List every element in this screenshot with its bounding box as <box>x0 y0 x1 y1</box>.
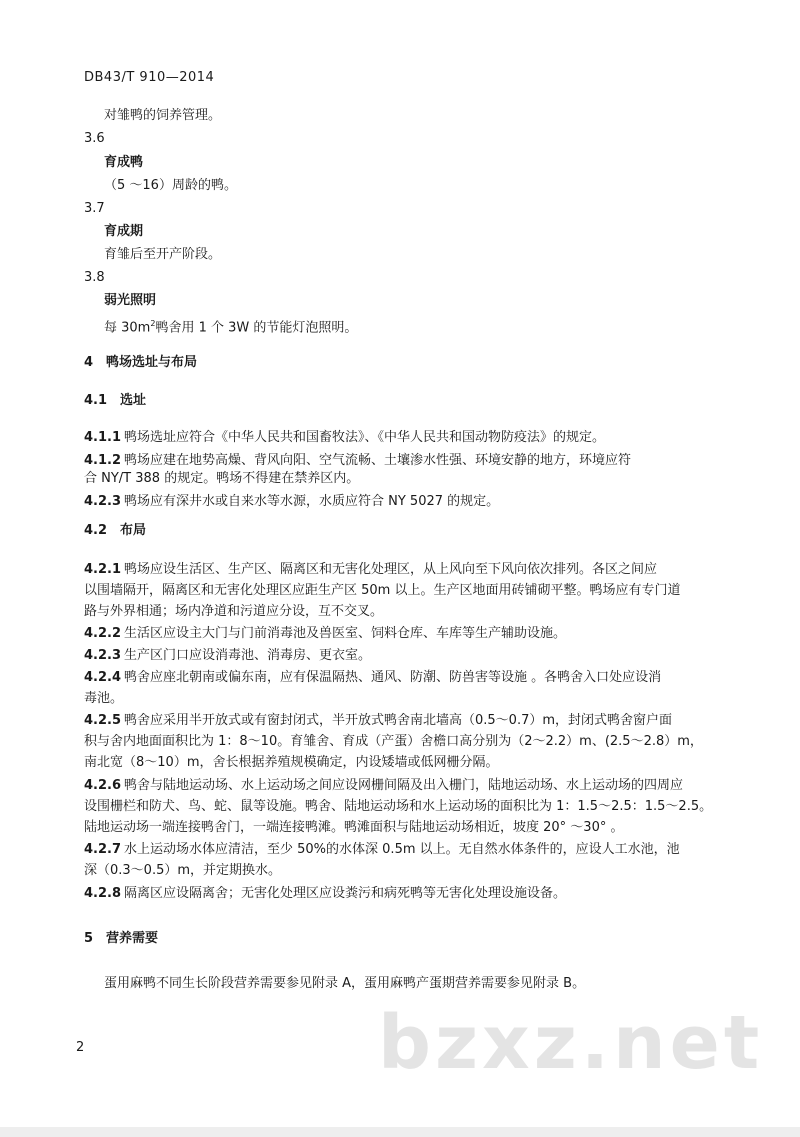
term-3-8-title: 弱光照明 <box>104 293 157 308</box>
page-number: 2 <box>76 1040 85 1055</box>
watermark-text: bzxz.net <box>378 1000 764 1086</box>
clause-4-2-3-water: 4.2.3 鸭场应有深井水或自来水等水源，水质应符合 NY 5027 的规定。 <box>84 494 500 509</box>
clause-4-2-7: 4.2.7 水上运动场水体应清洁，至少 50%的水体深 0.5m 以上。无自然水体条件的，应设人工水池，池 <box>84 842 680 857</box>
clause-4-2-4: 4.2.4 鸭舍应座北朝南或偏东南，应有保温隔热、通风、防潮、防兽害等设施 。各鸭舍入口处应设消 <box>84 670 662 685</box>
section-4-1-heading: 4.1 选址 <box>84 393 147 408</box>
term-3-6-number: 3.6 <box>84 131 105 146</box>
term-3-6-definition: （5 ～16）周龄的鸭。 <box>104 178 237 193</box>
clause-4-2-1-cont-1: 以围墙隔开，隔离区和无害化处理区应距生产区 50m 以上。生产区地面用砖铺砌平整。鸭场应有专门道 <box>84 583 681 598</box>
clause-4-1-2: 4.1.2 鸭场应建在地势高燥、背风向阳、空气流畅、土壤渗水性强、环境安静的地方，环境应符 <box>84 453 632 468</box>
section-5-body: 蛋用麻鸭不同生长阶段营养需要参见附录 A，蛋用麻鸭产蛋期营养需要参见附录 B。 <box>104 976 586 991</box>
clause-4-2-7-cont: 深（0.3～0.5）m，并定期换水。 <box>84 863 282 878</box>
clause-4-2-5-cont-1: 积与舍内地面面积比为 1：8～10。育雏舍、育成（产蛋）舍檐口高分别为（2～2.2）m、(2.5～2.8）m， <box>84 734 703 749</box>
clause-4-2-3: 4.2.3 生产区门口应设消毒池、消毒房、更衣室。 <box>84 648 372 663</box>
term-3-5-definition: 对雏鸭的饲养管理。 <box>104 108 222 123</box>
section-4-heading: 4 鸭场选址与布局 <box>84 355 198 370</box>
section-4-2-heading: 4.2 布局 <box>84 523 147 538</box>
term-3-7-number: 3.7 <box>84 201 105 216</box>
clause-4-2-1-cont-2: 路与外界相通；场内净道和污道应分设，互不交叉。 <box>84 604 384 619</box>
clause-4-2-4-cont: 毒池。 <box>84 691 124 706</box>
term-3-6-title: 育成鸭 <box>104 155 144 170</box>
page-bottom-edge <box>0 1127 800 1137</box>
term-3-8-number: 3.8 <box>84 270 105 285</box>
clause-4-2-1: 4.2.1 鸭场应设生活区、生产区、隔离区和无害化处理区，从上风向至下风向依次排列。各区之间应 <box>84 562 658 577</box>
clause-4-2-5: 4.2.5 鸭舍应采用半开放式或有窗封闭式，半开放式鸭舍南北墙高（0.5～0.7）m，封闭式鸭舍窗户面 <box>84 713 673 728</box>
clause-4-2-6-cont-2: 陆地运动场一端连接鸭舍门，一端连接鸭滩。鸭滩面积与陆地运动场相近，坡度 20° ～30° 。 <box>84 820 624 835</box>
term-3-7-definition: 育雏后至开产阶段。 <box>104 247 222 262</box>
clause-4-2-6-cont-1: 设围栅栏和防犬、鸟、蛇、鼠等设施。鸭舍、陆地运动场和水上运动场的面积比为 1：1.5～2.5：1.5～2.5。 <box>84 799 713 814</box>
clause-4-1-2-cont: 合 NY/T 388 的规定。鸭场不得建在禁养区内。 <box>84 471 360 486</box>
clause-4-2-6: 4.2.6 鸭舍与陆地运动场、水上运动场之间应设网栅间隔及出入栅门，陆地运动场、水上运动场的四周应 <box>84 778 684 793</box>
doc-header-id: DB43/T 910—2014 <box>84 70 215 85</box>
term-3-7-title: 育成期 <box>104 224 144 239</box>
clause-4-2-5-cont-2: 南北宽（8～10）m，舍长根据养殖规模确定，内设矮墙或低网栅分隔。 <box>84 755 499 770</box>
clause-4-1-1: 4.1.1 鸭场选址应符合《中华人民共和国畜牧法》、《中华人民共和国动物防疫法》的规定。 <box>84 430 606 445</box>
term-3-8-definition: 每 $30m^2$鸭舍用 1 个 3W 的节能灯泡照明。 <box>104 319 358 336</box>
section-5-heading: 5 营养需要 <box>84 931 159 946</box>
clause-4-2-2: 4.2.2 生活区应设主大门与门前消毒池及兽医室、饲料仓库、车库等生产辅助设施。 <box>84 626 567 641</box>
clause-4-2-8: 4.2.8 隔离区应设隔离舍；无害化处理区应设粪污和病死鸭等无害化处理设施设备。 <box>84 886 567 901</box>
